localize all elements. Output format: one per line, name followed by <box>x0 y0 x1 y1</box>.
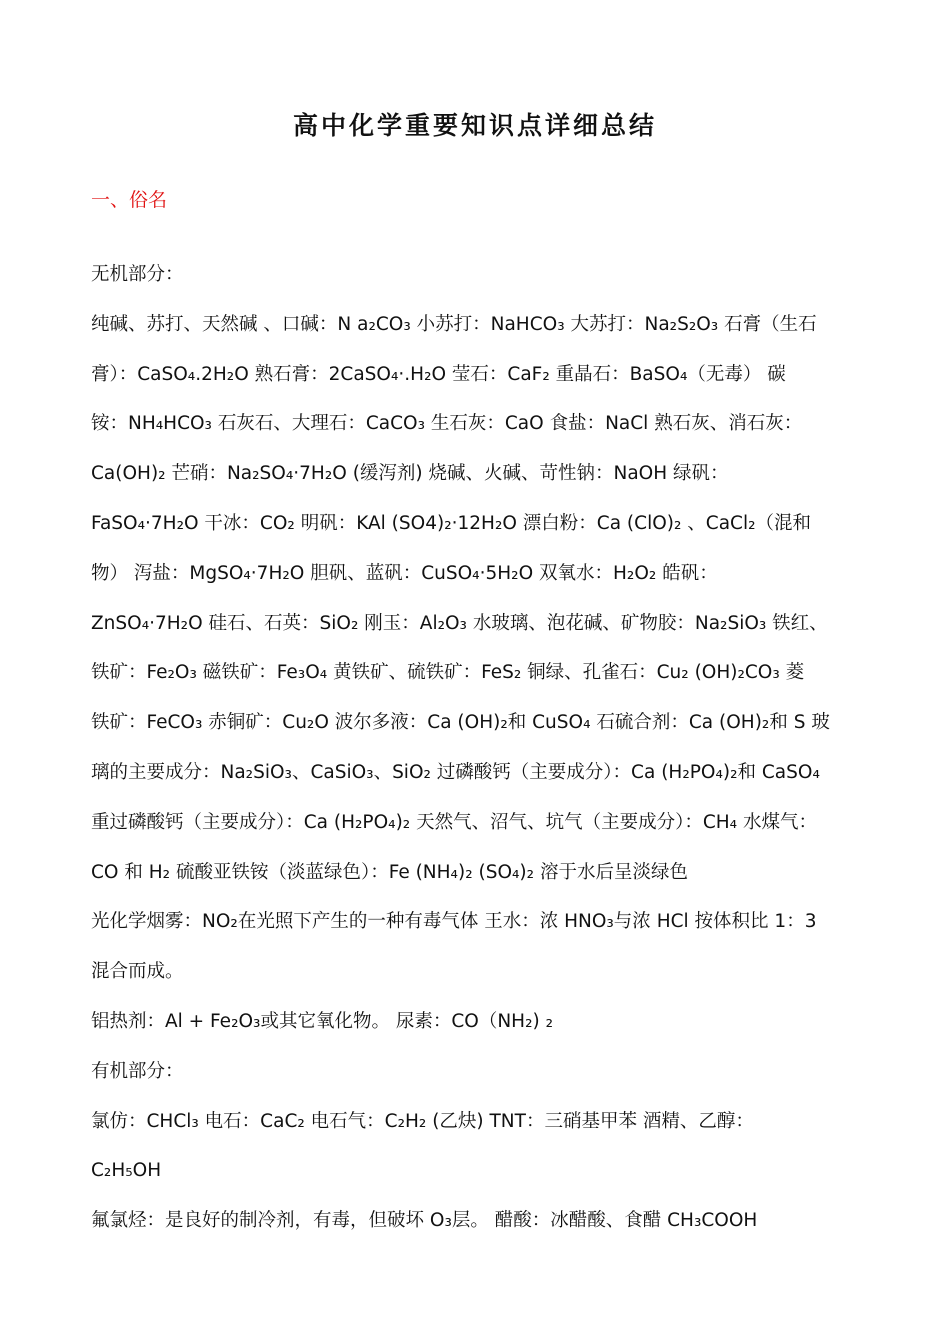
text-line: ZnSO₄·7H₂O 硅石、石英：SiO₂ 刚玉：Al₂O₃ 水玻璃、泡花碱、矿物胶：Na₂SiO₃ 铁红、 <box>91 612 828 634</box>
text-line: 氯仿：CHCl₃ 电石：CaC₂ 电石气：C₂H₂ (乙炔) TNT：三硝基甲苯 酒精、乙醇： <box>91 1110 754 1132</box>
text-line: 铝热剂：Al + Fe₂O₃或其它氧化物。 尿素：CO（NH₂) ₂ <box>91 1010 554 1032</box>
text-line: 铁矿：FeCO₃ 赤铜矿：Cu₂O 波尔多液：Ca (OH)₂和 CuSO₄ 石硫合剂：Ca (OH)₂和 S 玻 <box>91 712 830 734</box>
document-body <box>91 250 861 1246</box>
text-line: 有机部分： <box>91 1060 184 1082</box>
text-line: 氟氯烃：是良好的制冷剂，有毒，但破坏 O₃层。 醋酸：冰醋酸、食醋 CH₃COOH <box>91 1210 758 1232</box>
text-line: 膏）：CaSO₄.2H₂O 熟石膏：2CaSO₄·.H₂O 莹石：CaF₂ 重晶石：BaSO₄（无毒） 碳 <box>91 363 786 385</box>
text-line: 无机部分： <box>91 264 184 285</box>
section-heading: 一、俗名 <box>91 189 168 211</box>
text-line: 纯碱、苏打、天然碱 、口碱：N a₂CO₃ 小苏打：NaHCO₃ 大苏打：Na₂S₂O₃ 石膏（生石 <box>91 313 817 335</box>
text-line: 混合而成。 <box>91 961 184 983</box>
text-line: Ca(OH)₂ 芒硝：Na₂SO₄·7H₂O (缓泻剂) 烧碱、火碱、苛性钠：NaOH 绿矾： <box>91 463 729 485</box>
document-title: 高中化学重要知识点详细总结 <box>292 111 657 140</box>
text-line: 物） 泻盐：MgSO₄·7H₂O 胆矾、蓝矾：CuSO₄·5H₂O 双氧水：H₂O₂ 皓矾： <box>91 562 718 584</box>
text-line: CO 和 H₂ 硫酸亚铁铵（淡蓝绿色）：Fe (NH₄)₂ (SO₄)₂ 溶于水后呈淡绿色 <box>91 861 688 883</box>
text-line: 光化学烟雾：NO₂在光照下产生的一种有毒气体 王水：浓 HNO₃与浓 HCl 按体积比 1：3 <box>91 911 817 933</box>
text-line: 铁矿：Fe₂O₃ 磁铁矿：Fe₃O₄ 黄铁矿、硫铁矿：FeS₂ 铜绿、孔雀石：Cu₂ (OH)₂CO₃ 菱 <box>91 662 805 684</box>
text-line: FaSO₄·7H₂O 干冰：CO₂ 明矾：KAl (SO4)₂·12H₂O 漂白粉：Ca (ClO)₂ 、CaCl₂（混和 <box>91 512 812 534</box>
text-line: C₂H₅OH <box>91 1160 162 1182</box>
text-line: 铵：NH₄HCO₃ 石灰石、大理石：CaCO₃ 生石灰：CaO 食盐：NaCl 熟石灰、消石灰： <box>91 413 803 435</box>
text-line: 重过磷酸钙（主要成分）：Ca (H₂PO₄)₂ 天然气、沼气、坑气（主要成分）：CH₄ 水煤气： <box>91 811 817 833</box>
text-line: 璃的主要成分：Na₂SiO₃、CaSiO₃、SiO₂ 过磷酸钙（主要成分）：Ca (H₂PO₄)₂和 CaSO₄ <box>91 761 820 783</box>
